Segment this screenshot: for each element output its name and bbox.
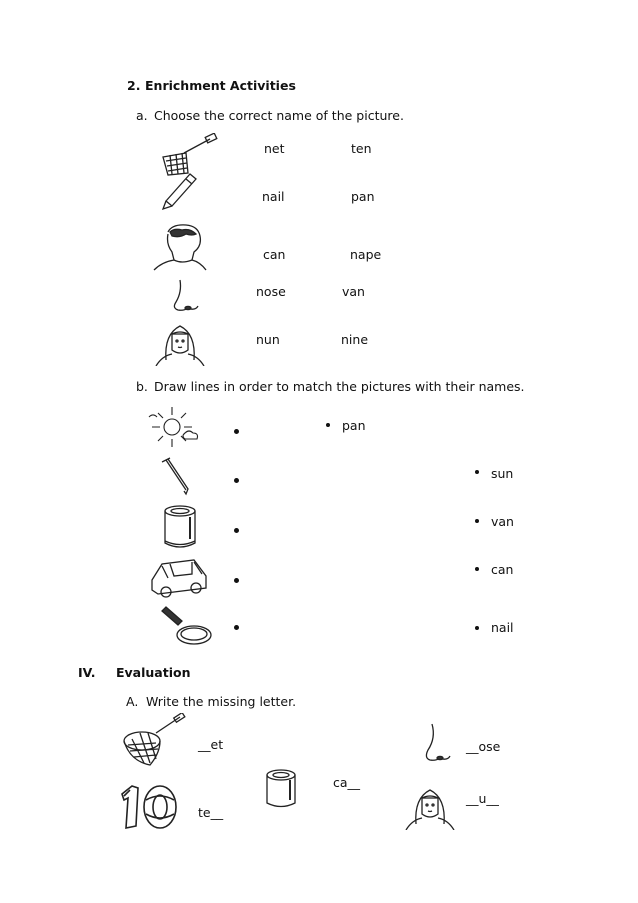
match-dot-right[interactable] — [475, 519, 479, 523]
part-a-instruction: Choose the correct name of the picture. — [154, 108, 404, 123]
nun-icon — [404, 784, 456, 830]
match-dot-left[interactable] — [234, 578, 239, 583]
missing-letter-item: __ose — [466, 739, 501, 754]
match-name: sun — [491, 466, 514, 481]
boy-nape-icon — [152, 222, 210, 272]
nose-icon — [168, 278, 204, 314]
missing-letter-item: ca__ — [333, 775, 361, 790]
nail-icon — [158, 456, 194, 498]
van-icon — [148, 556, 210, 602]
part-a-instruction: Write the missing letter. — [146, 694, 297, 709]
match-name: can — [491, 562, 514, 577]
net-icon — [116, 713, 186, 769]
choice-word: pan — [351, 189, 375, 204]
pan-icon — [158, 605, 216, 649]
choice-word: nun — [256, 332, 280, 347]
match-dot-right[interactable] — [475, 567, 479, 571]
section-number: IV. — [78, 665, 96, 680]
choice-word: nail — [262, 189, 285, 204]
missing-letter-item: __et — [198, 737, 224, 752]
nun-icon — [152, 320, 208, 366]
nose-icon — [418, 722, 458, 764]
choice-word: ten — [351, 141, 372, 156]
can-icon — [262, 768, 300, 810]
choice-word: can — [263, 247, 286, 262]
match-name: van — [491, 514, 514, 529]
match-dot-right[interactable] — [475, 626, 479, 630]
match-dot-left[interactable] — [234, 528, 239, 533]
match-dot-left[interactable] — [234, 478, 239, 483]
match-dot-right[interactable] — [475, 470, 479, 474]
pencil-icon — [160, 170, 200, 212]
match-dot-right[interactable] — [326, 423, 330, 427]
sun-icon — [145, 403, 201, 451]
choice-word: van — [342, 284, 365, 299]
part-a-marker: a. — [136, 108, 148, 123]
match-name: pan — [342, 418, 366, 433]
section-title: Enrichment Activities — [145, 78, 296, 93]
match-dot-left[interactable] — [234, 429, 239, 434]
choice-word: net — [264, 141, 285, 156]
section-title: Evaluation — [116, 665, 191, 680]
section-number: 2. — [127, 78, 141, 93]
can-icon — [160, 503, 200, 551]
match-name: nail — [491, 620, 514, 635]
match-dot-left[interactable] — [234, 625, 239, 630]
ten-icon — [116, 782, 180, 832]
choice-word: nose — [256, 284, 286, 299]
choice-word: nine — [341, 332, 369, 347]
choice-word: nape — [350, 247, 382, 262]
part-b-marker: b. — [136, 379, 148, 394]
part-b-instruction: Draw lines in order to match the pictures with their names. — [154, 379, 525, 394]
missing-letter-item: __u__ — [466, 791, 499, 806]
part-a-marker: A. — [126, 694, 139, 709]
missing-letter-item: te__ — [198, 805, 224, 820]
